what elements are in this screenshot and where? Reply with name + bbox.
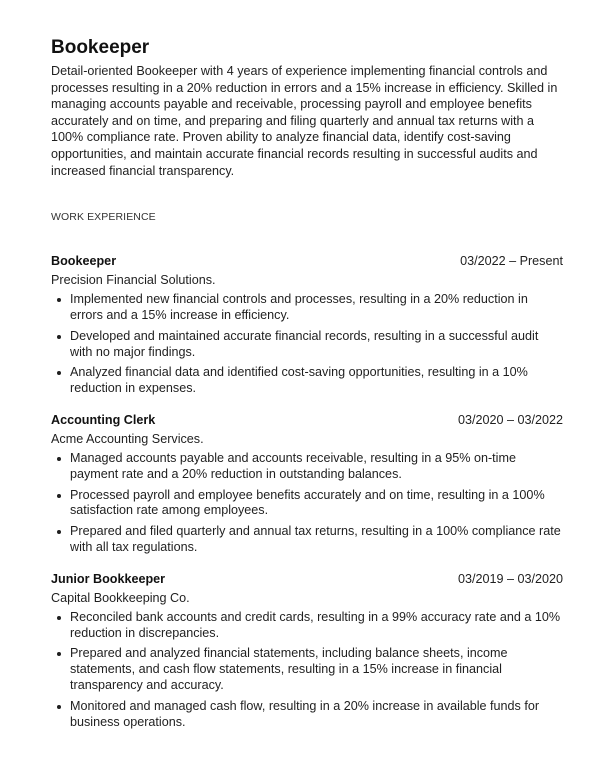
achievement-item: Reconciled bank accounts and credit cards, resulting in a 99% accuracy rate and a 10% reduction in discrepancies. (51, 610, 563, 642)
professional-summary: Detail-oriented Bookeeper with 4 years of experience implementing financial controls and processes resulting in a 20% reduction in errors and a 15% increase in efficiency. Skilled in managing accounts payable and receivable, processing payroll and employee benefits accurately and on time, and preparing and filing quarterly and annual tax returns with a 100% compliance rate. Proven ability to analyze financial data, identify cost-saving opportunities, and maintain accurate financial records resulting in successful audits and increased financial transparency. (51, 64, 558, 178)
achievement-list (51, 610, 563, 731)
company-name: Acme Accounting Services. (51, 431, 204, 446)
resume-page (51, 36, 563, 745)
job-header (51, 571, 563, 588)
company-name: Precision Financial Solutions. (51, 273, 216, 288)
job-header (51, 412, 563, 429)
job-entry (51, 412, 563, 556)
job-header (51, 253, 563, 270)
achievement-list (51, 451, 563, 556)
achievement-item: Managed accounts payable and accounts receivable, resulting in a 95% on-time payment rate and a 20% reduction in outstanding balances. (51, 451, 563, 483)
section-title-work-experience: WORK EXPERIENCE (51, 211, 156, 224)
job-dates: 03/2022 – Present (460, 254, 563, 269)
achievement-item: Developed and maintained accurate financial records, resulting in a successful audit with no major findings. (51, 329, 563, 361)
job-dates: 03/2020 – 03/2022 (457, 412, 563, 427)
job-entry (51, 253, 563, 397)
job-title: Accounting Clerk (51, 412, 156, 427)
achievement-item: Monitored and managed cash flow, resulting in a 20% increase in available funds for business operations. (51, 699, 563, 731)
achievement-item: Prepared and analyzed financial statements, including balance sheets, income statements, and cash flow statements, resulting in a 15% increase in financial transparency and accuracy. (51, 646, 563, 693)
candidate-name: Bookeeper (51, 37, 150, 58)
company-name: Capital Bookkeeping Co. (51, 590, 190, 605)
job-dates: 03/2019 – 03/2020 (457, 571, 563, 586)
achievement-list (51, 292, 563, 397)
job-title: Bookeeper (51, 254, 117, 269)
achievement-item: Processed payroll and employee benefits accurately and on time, resulting in a 100% satisfaction rate among employees. (51, 488, 563, 520)
job-entry (51, 571, 563, 731)
achievement-item: Implemented new financial controls and processes, resulting in a 20% reduction in errors and a 15% increase in efficiency. (51, 292, 563, 324)
achievement-item: Analyzed financial data and identified cost-saving opportunities, resulting in a 10% reduction in expenses. (51, 365, 563, 397)
job-title: Junior Bookkeeper (51, 571, 166, 586)
achievement-item: Prepared and filed quarterly and annual tax returns, resulting in a 100% compliance rate with all tax regulations. (51, 524, 563, 556)
